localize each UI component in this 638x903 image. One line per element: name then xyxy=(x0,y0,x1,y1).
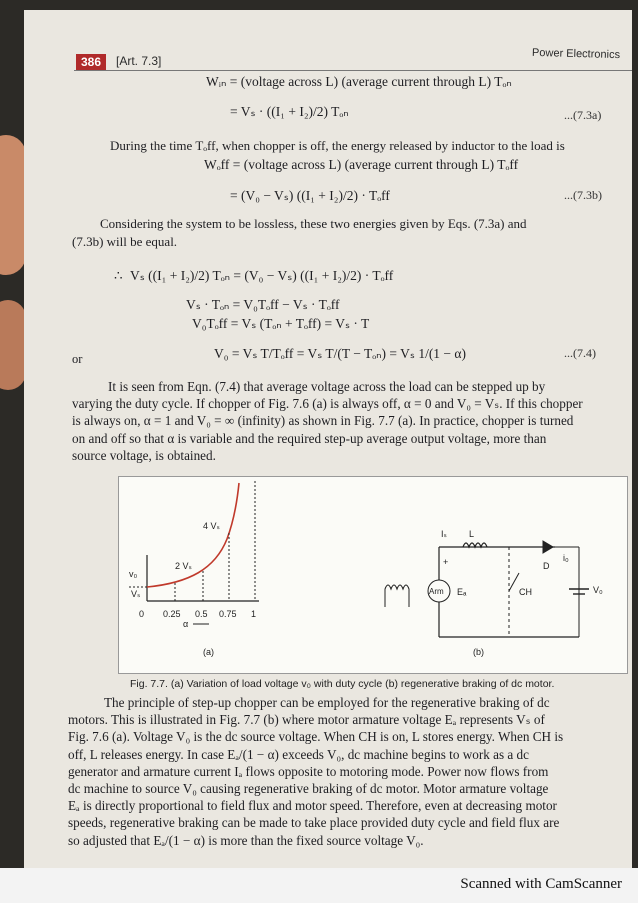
paragraph-line: Fig. 7.6 (a). Voltage V₀ is the dc source voltage. When CH is on, L stores energy. When CH is xyxy=(68,729,564,745)
or-label: or xyxy=(72,352,83,366)
paragraph-step-up xyxy=(72,378,628,464)
equation-number-7-4: ...(7.4) xyxy=(564,346,596,360)
label-ch: CH xyxy=(519,587,532,597)
label-l: L xyxy=(469,529,475,539)
circuit-b xyxy=(385,541,589,637)
vo-curve xyxy=(147,483,239,587)
paragraph-line: dc machine to source V₀ causing regenerative braking of dc motor. Motor armature voltage xyxy=(68,781,549,797)
equation-number-7-3a: ...(7.3a) xyxy=(564,108,602,122)
label-vs: Vₛ xyxy=(131,589,141,599)
label-arm: Arm xyxy=(429,587,444,596)
figure-drawing xyxy=(119,477,627,673)
tick-label: 1 xyxy=(251,609,257,619)
paragraph-line: It is seen from Eqn. (7.4) that average voltage across the load can be stepped up by xyxy=(108,379,546,394)
tick-label: 0.5 xyxy=(195,609,208,619)
lossless-line-2: (7.3b) will be equal. xyxy=(72,234,178,249)
field-winding xyxy=(385,585,409,589)
panel-b-label: (b) xyxy=(473,647,484,657)
book-title: Power Electronics xyxy=(531,46,621,62)
tick-label: 0.75 xyxy=(219,609,237,619)
equation-step-1: Vₛ · Tₒₙ = V₀Tₒff − Vₛ · Tₒff xyxy=(186,297,340,312)
equation-woff-definition: Wₒff = (voltage across L) (average current through L) Tₒff xyxy=(204,157,519,172)
graph-a xyxy=(127,481,259,657)
paragraph-regenerative xyxy=(68,694,628,849)
label-d: D xyxy=(543,561,550,571)
equation-win-definition: Wᵢₙ = (voltage across L) (average current through L) Tₒₙ xyxy=(206,74,512,89)
label-io: i₀ xyxy=(563,553,569,563)
paragraph-line: is always on, α = 1 and V₀ = ∞ (infinity) as shown in Fig. 7.7 (a). In practice, chopper is turned xyxy=(72,413,574,429)
label-plus: + xyxy=(443,557,449,567)
figure-7-7 xyxy=(118,476,628,674)
label-vo: V₀ xyxy=(593,585,603,595)
finger xyxy=(0,300,26,390)
paragraph-line: varying the duty cycle. If chopper of Fig. 7.6 (a) is always off, α = 0 and V₀ = Vₛ. If this chopper xyxy=(72,396,583,412)
page-number: 386 xyxy=(76,54,106,70)
equation-win-expression: = Vₛ · ((I₁ + I₂)/2) Tₒₙ xyxy=(230,104,349,119)
paragraph-line: The principle of step-up chopper can be employed for the regenerative braking of dc xyxy=(104,695,550,710)
paragraph-line: generator and armature current Iₐ flows opposite to motoring mode. Power now flows from xyxy=(68,763,549,779)
lossless-line-1: Considering the system to be lossless, these two energies given by Eqs. (7.3a) and xyxy=(100,216,527,231)
label-4vs: 4 Vₛ xyxy=(203,521,220,531)
figure-caption: Fig. 7.7. (a) Variation of load voltage v₀ with duty cycle (b) regenerative braking of dc motor. xyxy=(130,678,555,690)
paragraph-line: off, L releases energy. In case Eₐ/(1 − α) exceeds V₀, dc machine begins to work as a dc xyxy=(68,746,529,762)
tick-label: 0.25 xyxy=(163,609,181,619)
book-page xyxy=(24,10,632,868)
paragraph-line: motors. This is illustrated in Fig. 7.7 (b) where motor armature voltage Eₐ represents Vₛ of xyxy=(68,712,545,728)
header-rule xyxy=(74,70,632,71)
paragraph-line: Eₐ is directly proportional to field flux and motor speed. Therefore, even at decreasing motor xyxy=(68,798,557,814)
paragraph-line: so adjusted that Eₐ/(1 − α) is more than the fixed source voltage V₀. xyxy=(68,832,424,848)
paragraph-line: on and off so that α is variable and the required step-up average output voltage, more than xyxy=(72,430,547,446)
article-ref: [Art. 7.3] xyxy=(116,54,162,68)
label-2vs: 2 Vₛ xyxy=(175,561,192,571)
therefore-symbol: ∴ xyxy=(114,268,123,283)
equation-energy-balance: Vₛ ((I₁ + I₂)/2) Tₒₙ = (V₀ − Vₛ) ((I₁ + I₂)/2) · Tₒff xyxy=(130,268,394,283)
toff-sentence: During the time Tₒff, when chopper is off, the energy released by inductor to the load is xyxy=(110,138,565,153)
scanner-watermark: Scanned with CamScanner xyxy=(460,876,622,892)
label-is: Iₛ xyxy=(441,529,447,539)
diode-d xyxy=(543,541,553,553)
equation-step-2: V₀Tₒff = Vₛ (Tₒₙ + Tₒff) = Vₛ · T xyxy=(192,316,370,331)
equation-woff-expression: = (V₀ − Vₛ) ((I₁ + I₂)/2) · Tₒff xyxy=(230,188,390,203)
ch-switch xyxy=(509,573,519,591)
circuit-labels xyxy=(429,529,603,657)
equation-number-7-3b: ...(7.3b) xyxy=(564,188,602,202)
graph-xlabel: α xyxy=(183,619,189,629)
equation-7-4: V₀ = Vₛ T/Tₒff = Vₛ T/(T − Tₒₙ) = Vₛ 1/(1 − α) xyxy=(214,346,466,361)
tick-label: 0 xyxy=(139,609,145,619)
panel-a-label: (a) xyxy=(203,647,214,657)
paragraph-line: source voltage, is obtained. xyxy=(72,447,216,463)
paragraph-line: speeds, regenerative braking can be made to take place provided duty cycle and field flux are xyxy=(68,815,560,831)
graph-ylabel: v₀ xyxy=(129,569,138,579)
label-ea: Eₐ xyxy=(457,587,467,597)
thumb xyxy=(0,135,26,275)
